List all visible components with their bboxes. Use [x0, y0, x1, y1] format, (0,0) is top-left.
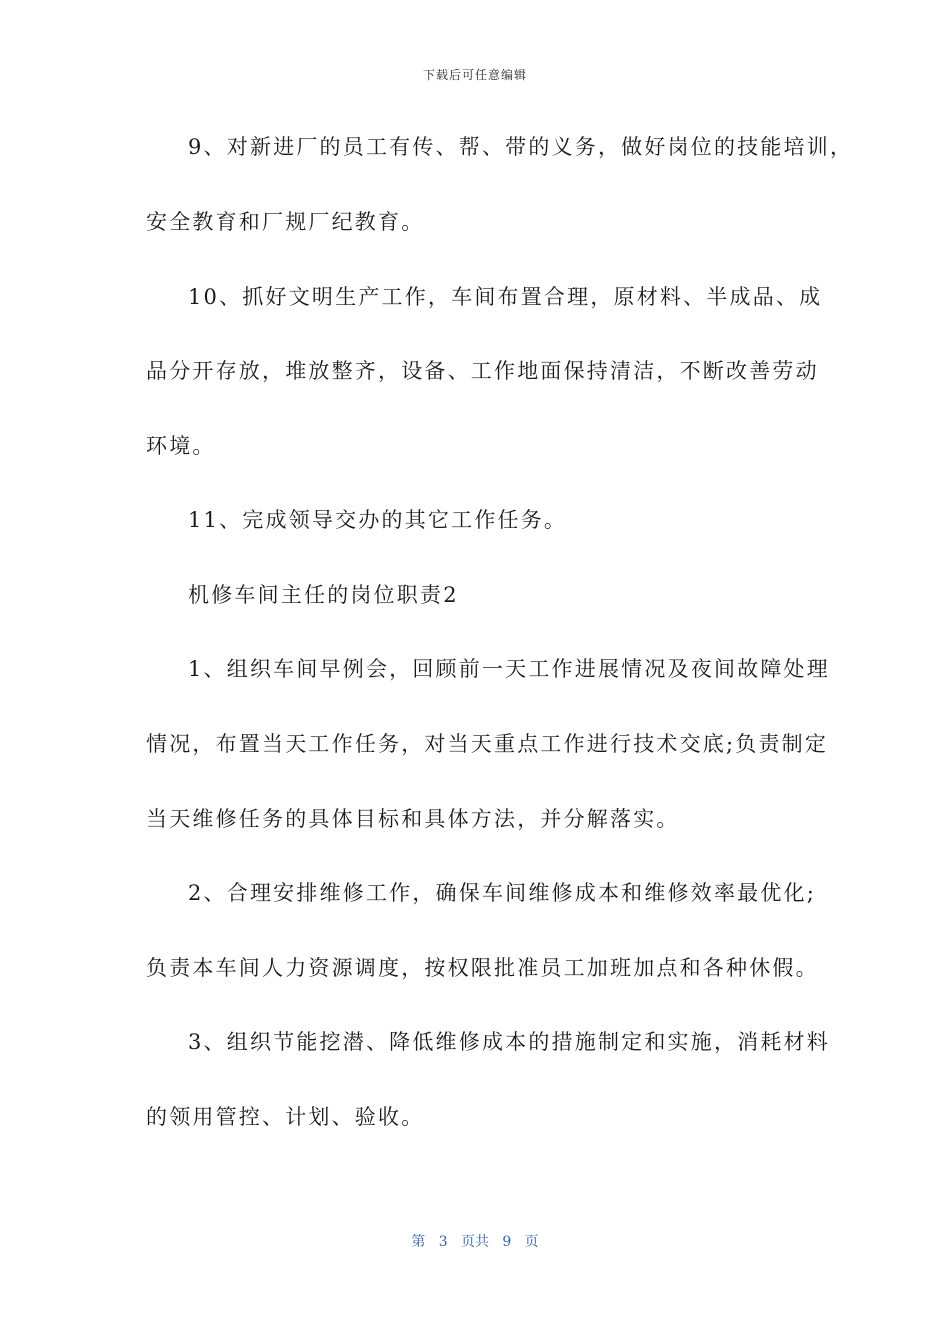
body-line: 2、合理安排维修工作，确保车间维修成本和维修效率最优化;: [188, 881, 817, 905]
page-footer: [0, 1231, 950, 1251]
page-header: 下载后可任意编辑: [422, 68, 527, 82]
body-line: 负责本车间人力资源调度，按权限批准员工加班加点和各种休假。: [146, 956, 819, 980]
page-label-prefix: 第: [411, 1234, 426, 1250]
body-line: 1、组织车间早例会，回顾前一天工作进展情况及夜间故障处理: [188, 657, 830, 681]
body-line: 安全教育和厂规厂纪教育。: [146, 210, 425, 234]
body-line: 当天维修任务的具体目标和具体方法，并分解落实。: [146, 807, 680, 831]
body-line: 11、完成领导交办的其它工作任务。: [188, 508, 568, 532]
body-line: 的领用管控、计划、验收。: [146, 1105, 425, 1129]
body-line: 情况，布置当天工作任务，对当天重点工作进行技术交底;负责制定: [146, 732, 829, 756]
body-line: 10、抓好文明生产工作，车间布置合理，原材料、半成品、成: [188, 285, 823, 309]
body-line: 环境。: [146, 434, 216, 458]
body-line: 品分开存放，堆放整齐，设备、工作地面保持清洁，不断改善劳动: [146, 359, 819, 383]
body-line: 3、组织节能挖潜、降低维修成本的措施制定和实施，消耗材料: [188, 1030, 830, 1054]
total-pages-number: 9: [502, 1234, 512, 1250]
section-heading: 机修车间主任的岗位职责2: [188, 583, 459, 607]
page-label-mid: 页共: [461, 1234, 489, 1250]
body-line: 9、对新进厂的员工有传、帮、带的义务，做好岗位的技能培训，: [188, 135, 854, 159]
page-label-suffix: 页: [524, 1234, 539, 1250]
current-page-number: 3: [438, 1234, 448, 1250]
